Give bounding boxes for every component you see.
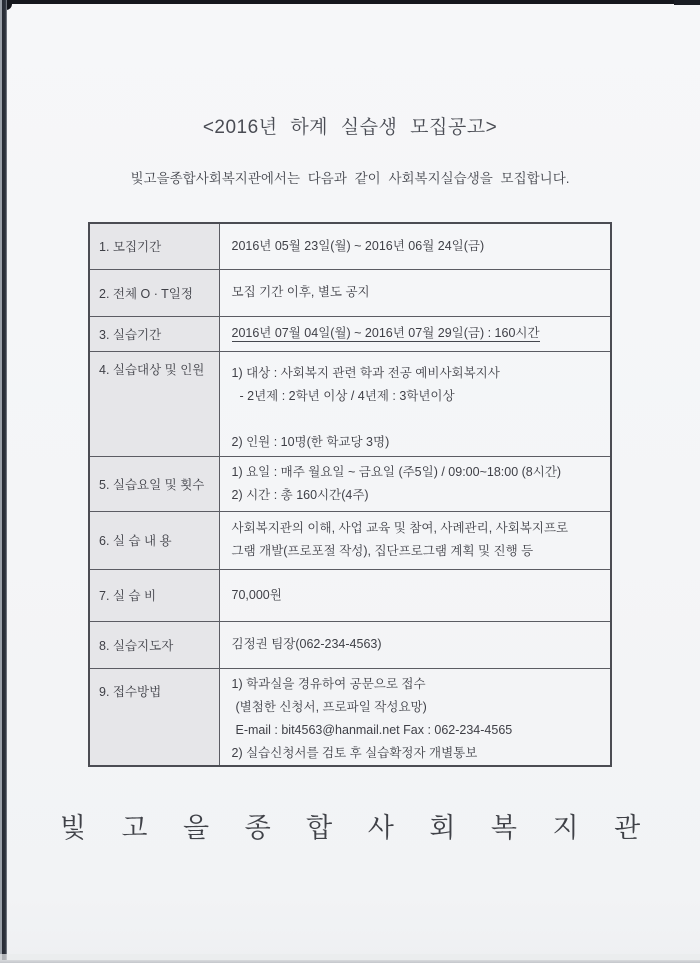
- table-row-application-method: [89, 668, 611, 766]
- content-line: (별첨한 신청서, 프로파일 작성요망): [235, 699, 427, 714]
- notice-table: [88, 222, 612, 767]
- content-line: 70,000원: [231, 587, 282, 602]
- row-content: [219, 351, 611, 456]
- table-row-recruit-period: [89, 223, 611, 269]
- row-content: [219, 223, 611, 269]
- row-content: [219, 456, 611, 511]
- scanner-top-right-corner: [674, 0, 700, 5]
- content-line-underlined: 2016년 07월 04일(월) ~ 2016년 07월 29일(금) : 160시간: [231, 326, 540, 340]
- content-line: 2016년 05월 23일(월) ~ 2016년 06월 24일(금): [231, 238, 485, 253]
- row-label: 2. 전체 O · T일정: [89, 269, 219, 316]
- content-line: 2) 시간 : 총 160시간(4주): [231, 487, 369, 502]
- table-row-days-and-hours: [89, 456, 611, 511]
- row-label: 1. 모집기간: [89, 223, 219, 269]
- row-label: 5. 실습요일 및 횟수: [89, 456, 219, 511]
- scanner-top-edge: [0, 0, 700, 4]
- content-line: 김정권 팀장(062-234-4563): [231, 637, 382, 651]
- content-line-email-fax: E-mail : bit4563@hanmail.net Fax : 062-234-4565: [235, 722, 513, 737]
- row-label: 9. 접수방법: [89, 668, 219, 766]
- row-label: 3. 실습기간: [89, 316, 219, 351]
- content-line: 2) 실습신청서를 검토 후 실습확정자 개별통보: [231, 745, 478, 760]
- content-line: 1) 대상 : 사회복지 관련 학과 전공 예비사회복지사: [231, 365, 500, 380]
- content-line: 2) 인원 : 10명(한 학교당 3명): [231, 434, 390, 449]
- row-content: [219, 511, 611, 569]
- content-line: 1) 요일 : 매주 월요일 ~ 금요일 (주5일) / 09:00~18:00 (8시간): [231, 464, 562, 479]
- row-content: [219, 621, 611, 668]
- organization-name: 빛 고 을 종 합 사 회 복 지 관: [59, 813, 655, 843]
- row-label: 8. 실습지도자: [89, 621, 219, 668]
- content-line: - 2년제 : 2학년 이상 / 4년제 : 3학년이상: [239, 388, 455, 403]
- row-content: [219, 269, 611, 316]
- content-line: 모집 기간 이후, 별도 공지: [231, 285, 370, 299]
- content-line: 그램 개발(프로포절 작성), 집단프로그램 계획 및 진행 등: [231, 544, 534, 558]
- content-line: 사회복지관의 이해, 사업 교육 및 참여, 사례관리, 사회복지프로: [231, 521, 569, 535]
- row-label: 7. 실 습 비: [89, 569, 219, 621]
- row-content: [219, 668, 611, 766]
- row-label: 4. 실습대상 및 인원: [89, 351, 219, 456]
- content-line: 1) 학과실을 경유하여 공문으로 접수: [231, 676, 426, 691]
- page-subtitle: 빛고을종합사회복지관에서는 다음과 같이 사회복지실습생을 모집합니다.: [130, 171, 570, 186]
- row-content: [219, 569, 611, 621]
- table-row-practice-period: [89, 316, 611, 351]
- row-content: [219, 316, 611, 351]
- page-title: <2016년 하계 실습생 모집공고>: [202, 117, 498, 138]
- content-line-blank: [232, 408, 611, 431]
- table-row-supervisor: [89, 621, 611, 668]
- table-row-practice-fee: [89, 569, 611, 621]
- row-label: 6. 실 습 내 용: [89, 511, 219, 569]
- table-row-practice-content: [89, 511, 611, 569]
- table-row-ot-schedule: [89, 269, 611, 316]
- table-row-target-and-headcount: [89, 351, 611, 456]
